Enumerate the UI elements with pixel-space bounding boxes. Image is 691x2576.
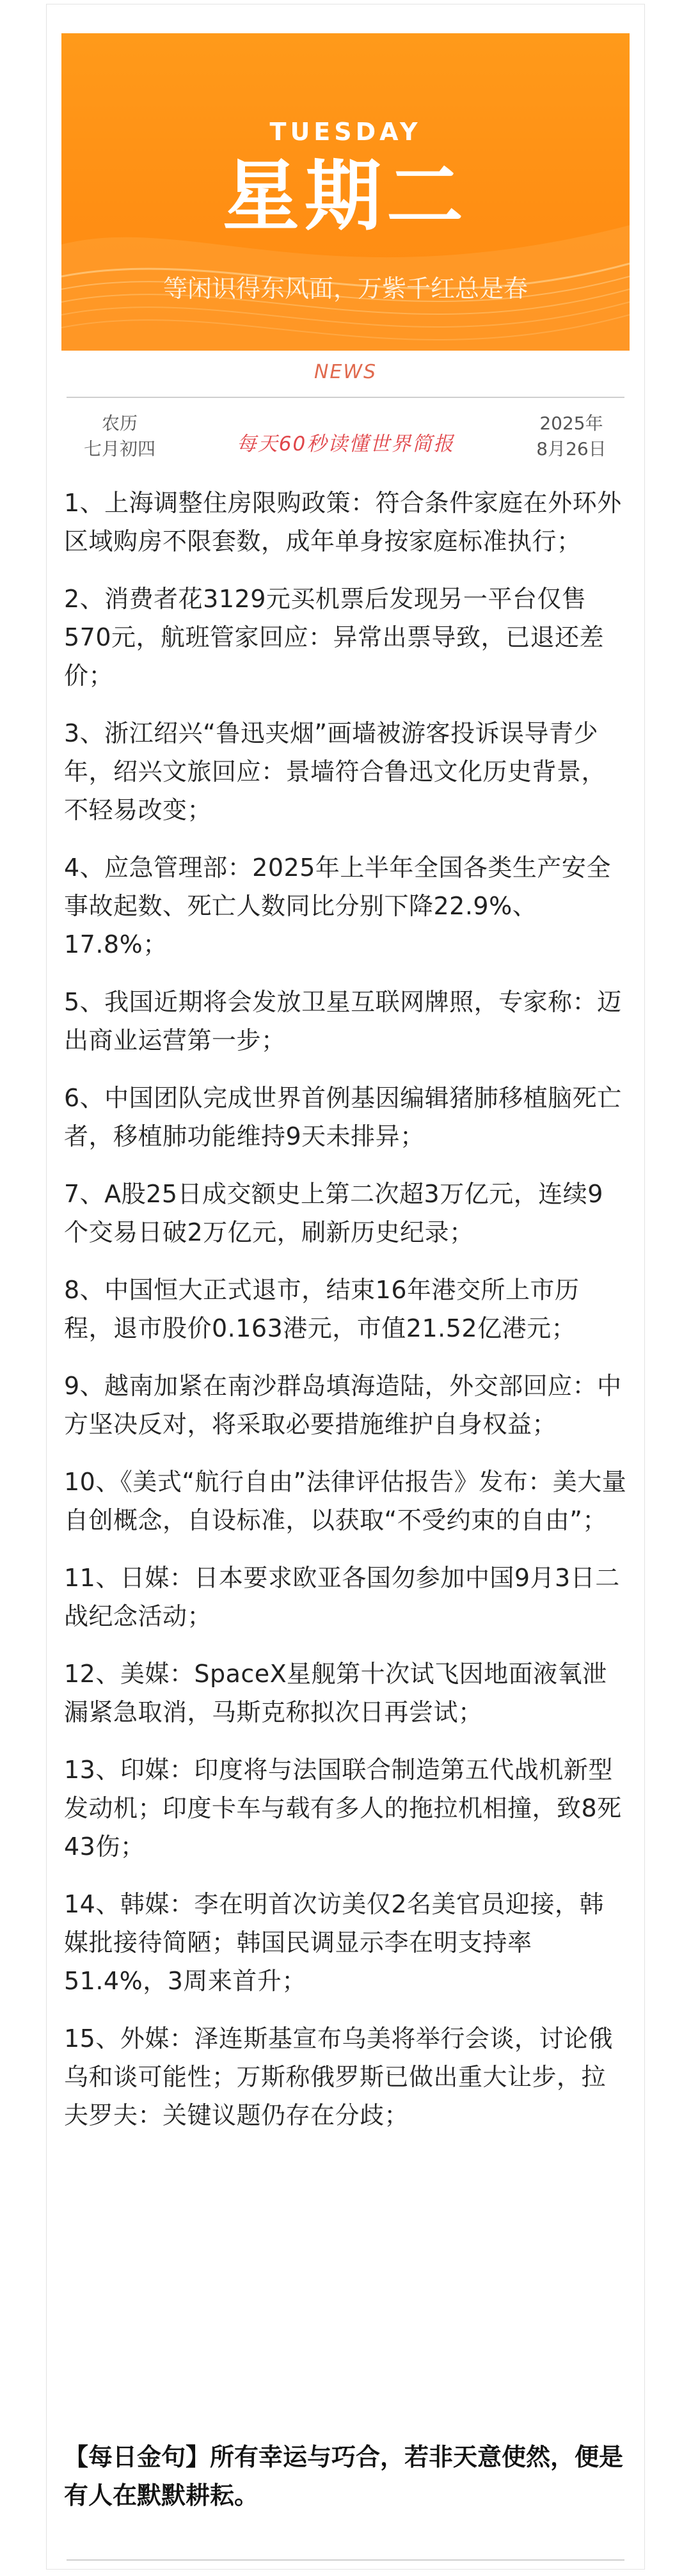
news-item: 5、我国近期将会发放卫星互联网牌照，专家称：迈出商业运营第一步； [64, 988, 622, 1054]
daily-quote: 【每日金句】所有幸运与巧合，若非天意使然，便是有人在默默耕耘。 [64, 2443, 624, 2509]
news-item: 2、消费者花3129元买机票后发现另一平台仅售570元，航班管家回应：异常出票导致，已退还差价； [64, 585, 605, 690]
news-item: 7、A股25日成交额史上第二次超3万亿元，连续9个交易日破2万亿元，刷新历史纪录； [64, 1180, 603, 1246]
dateline [67, 402, 624, 479]
weekday-english: TUESDAY [269, 118, 422, 146]
briefing-title: 每天60秒读懂世界简报 [236, 433, 455, 456]
lunar-date-block [72, 411, 168, 462]
solar-date: 8月26日 [536, 438, 607, 459]
news-tag: NEWS [314, 361, 377, 383]
solar-date-block [523, 411, 619, 462]
bottom-divider [67, 2559, 624, 2561]
news-item: 9、越南加紧在南沙群岛填海造陆，外交部回应：中方坚决反对，将采取必要措施维护自身权益； [64, 1372, 622, 1438]
news-item: 14、韩媒：李在明首次访美仅2名美官员迎接，韩媒批接待简陋；韩国民调显示李在明支持率51.4%，3周来首升； [64, 1890, 605, 1995]
lunar-date: 七月初四 [83, 438, 155, 459]
news-item: 13、印媒：印度将与法国联合制造第五代战机新型发动机；印度卡车与载有多人的拖拉机相撞，致8死43伤； [64, 1756, 622, 1861]
solar-year: 2025年 [539, 413, 603, 434]
top-divider [67, 397, 624, 398]
banner-slogan: 等闲识得东风面，万紫千红总是春 [163, 274, 528, 303]
news-item: 6、中国团队完成世界首例基因编辑猪肺移植脑死亡者，移植肺功能维持9天未排异； [64, 1084, 622, 1150]
weekday-banner [61, 33, 630, 351]
news-item: 1、上海调整住房限购政策：符合条件家庭在外环外区域购房不限套数，成年单身按家庭标准执行； [64, 489, 622, 555]
weekday-chinese: 星期二 [223, 152, 468, 241]
news-item: 10、《美式“航行自由”法律评估报告》发布：美大量自创概念，自设标准，以获取“不受约束的自由”； [64, 1468, 627, 1534]
lunar-label: 农历 [101, 413, 138, 434]
news-item: 3、浙江绍兴“鲁迅夹烟”画墙被游客投诉误导青少年，绍兴文旅回应：景墙符合鲁迅文化历史背景，不轻易改变； [64, 719, 607, 824]
news-item: 15、外媒：泽连斯基宣布乌美将举行会谈，讨论俄乌和谈可能性；万斯称俄罗斯已做出重大让步，拉夫罗夫：关键议题仍存在分歧； [64, 2024, 613, 2129]
news-item: 11、日媒：日本要求欧亚各国勿参加中国9月3日二战纪念活动； [64, 1564, 620, 1630]
news-list [64, 484, 627, 2154]
news-item: 8、中国恒大正式退市，结束16年港交所上市历程，退市股价0.163港元，市值21.52亿港元； [64, 1276, 580, 1342]
news-item: 4、应急管理部：2025年上半年全国各类生产安全事故起数、死亡人数同比分别下降22.9%、17.8%； [64, 854, 611, 958]
news-item: 12、美媒：SpaceX星舰第十次试飞因地面液氧泄漏紧急取消，马斯克称拟次日再尝试； [64, 1660, 607, 1726]
